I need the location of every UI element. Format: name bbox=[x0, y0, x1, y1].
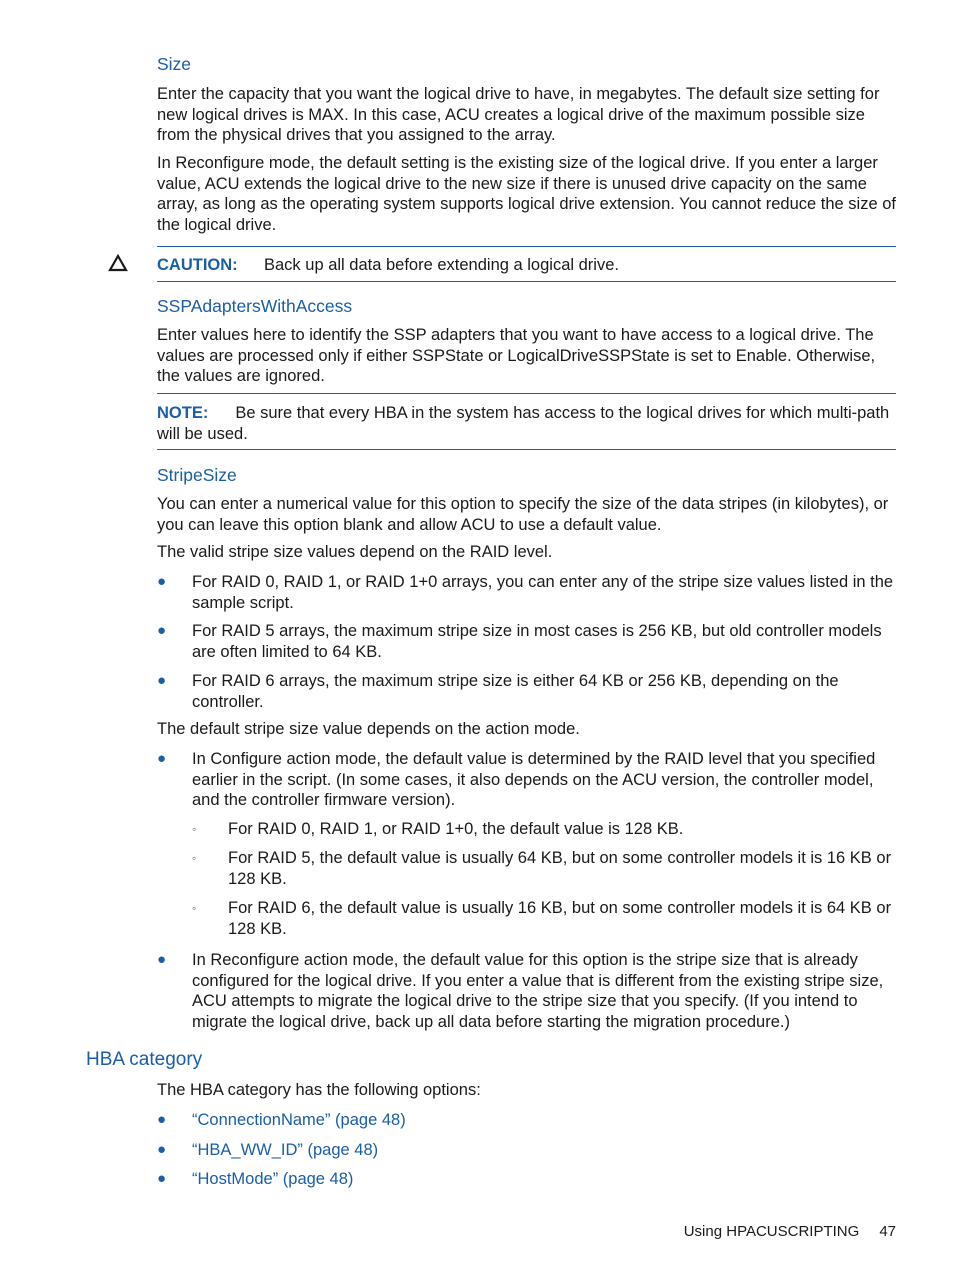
size-paragraph-2: In Reconfigure mode, the default setting is the existing size of the logical drive. If you enter a larger value, ACU extends the logical drive to the new size if there is unused drive capacity on the same array, as long as the operating system supports logical drive extension. You cannot reduce the size of the logical drive. bbox=[157, 154, 896, 234]
bullet-icon: ● bbox=[157, 672, 167, 689]
raid-bullet-1: For RAID 0, RAID 1, or RAID 1+0 arrays, you can enter any of the stripe size values listed in the sample script. bbox=[192, 573, 894, 612]
hba-intro: The HBA category has the following options: bbox=[157, 1081, 481, 1099]
bullet-icon: ● bbox=[157, 1141, 167, 1158]
caution-text: Back up all data before extending a logical drive. bbox=[264, 256, 619, 274]
link-hba-ww-id[interactable]: “HBA_WW_ID” (page 48) bbox=[192, 1141, 379, 1159]
footer-section-title: Using HPACUSCRIPTING bbox=[683, 1223, 860, 1240]
note-text: Be sure that every HBA in the system has access to the logical drives for which multi-path will be used. bbox=[157, 404, 890, 443]
page-footer bbox=[684, 1222, 896, 1243]
caution-label: CAUTION: bbox=[157, 256, 238, 274]
size-paragraph-1: Enter the capacity that you want the logical drive to have, in megabytes. The default size setting for new logical drives is MAX. In this case, ACU creates a logical drive of the maximum possible size from the physical drives that you assigned to the array. bbox=[157, 85, 880, 145]
note-bottom-rule bbox=[157, 449, 896, 450]
note-top-rule bbox=[157, 393, 896, 394]
hba-category-heading: HBA category bbox=[86, 1049, 203, 1070]
ssp-paragraph: Enter values here to identify the SSP adapters that you want to have access to a logical drive. The values are processed only if either SSPState or LogicalDriveSSPState is set to Enable. Otherwise, the values are ignored. bbox=[157, 326, 876, 386]
size-heading: Size bbox=[157, 54, 192, 74]
sub-bullet-raid0: For RAID 0, RAID 1, or RAID 1+0, the default value is 128 KB. bbox=[228, 820, 684, 838]
bullet-icon: ● bbox=[157, 622, 167, 639]
raid-bullet-2: For RAID 5 arrays, the maximum stripe size in most cases is 256 KB, but old controller models are often limited to 64 KB. bbox=[192, 622, 882, 661]
stripe-paragraph-2: The valid stripe size values depend on the RAID level. bbox=[157, 543, 553, 561]
ssp-heading: SSPAdaptersWithAccess bbox=[157, 296, 353, 316]
stripe-paragraph-3: The default stripe size value depends on the action mode. bbox=[157, 720, 580, 738]
sub-bullet-raid5: For RAID 5, the default value is usually 64 KB, but on some controller models it is 16 KB or 128 KB. bbox=[228, 849, 892, 888]
link-hostmode[interactable]: “HostMode” (page 48) bbox=[192, 1170, 354, 1188]
configure-mode-bullet: In Configure action mode, the default value is determined by the RAID level that you specified earlier in the script. (In some cases, it also depends on the ACU version, the controller model, and the controller firmware version). bbox=[192, 750, 876, 810]
note-label: NOTE: bbox=[157, 404, 209, 422]
stripe-heading: StripeSize bbox=[157, 465, 237, 485]
note-block bbox=[157, 403, 897, 444]
caution-bottom-rule bbox=[157, 281, 896, 282]
raid-bullet-3: For RAID 6 arrays, the maximum stripe size is either 64 KB or 256 KB, depending on the controller. bbox=[192, 672, 839, 711]
caution-top-rule bbox=[157, 246, 896, 247]
stripe-paragraph-1: You can enter a numerical value for this option to specify the size of the data stripes (in kilobytes), or you can leave this option blank and allow ACU to use a default value. bbox=[157, 495, 889, 534]
sub-bullet-raid6: For RAID 6, the default value is usually 16 KB, but on some controller models it is 64 KB or 128 KB. bbox=[228, 899, 892, 938]
bullet-icon: ● bbox=[157, 1170, 167, 1187]
reconfigure-mode-bullet: In Reconfigure action mode, the default value for this option is the stripe size that is already configured for the logical drive. If you enter a value that is different from the existing stripe size, ACU attempts to migrate the logical drive to the stripe size that you specify. (If you intend to migrate the logical drive, back up all data before starting the migration procedure.) bbox=[192, 951, 884, 1031]
caution-triangle-icon bbox=[108, 254, 128, 272]
bullet-icon: ● bbox=[157, 573, 167, 590]
bullet-icon: ● bbox=[157, 1111, 167, 1128]
sub-bullet-icon: ◦ bbox=[192, 851, 197, 865]
bullet-icon: ● bbox=[157, 951, 167, 968]
footer-page-number: 47 bbox=[879, 1223, 896, 1240]
sub-bullet-icon: ◦ bbox=[192, 901, 197, 915]
link-connectionname[interactable]: “ConnectionName” (page 48) bbox=[192, 1111, 406, 1129]
bullet-icon: ● bbox=[157, 750, 167, 767]
sub-bullet-icon: ◦ bbox=[192, 822, 197, 836]
